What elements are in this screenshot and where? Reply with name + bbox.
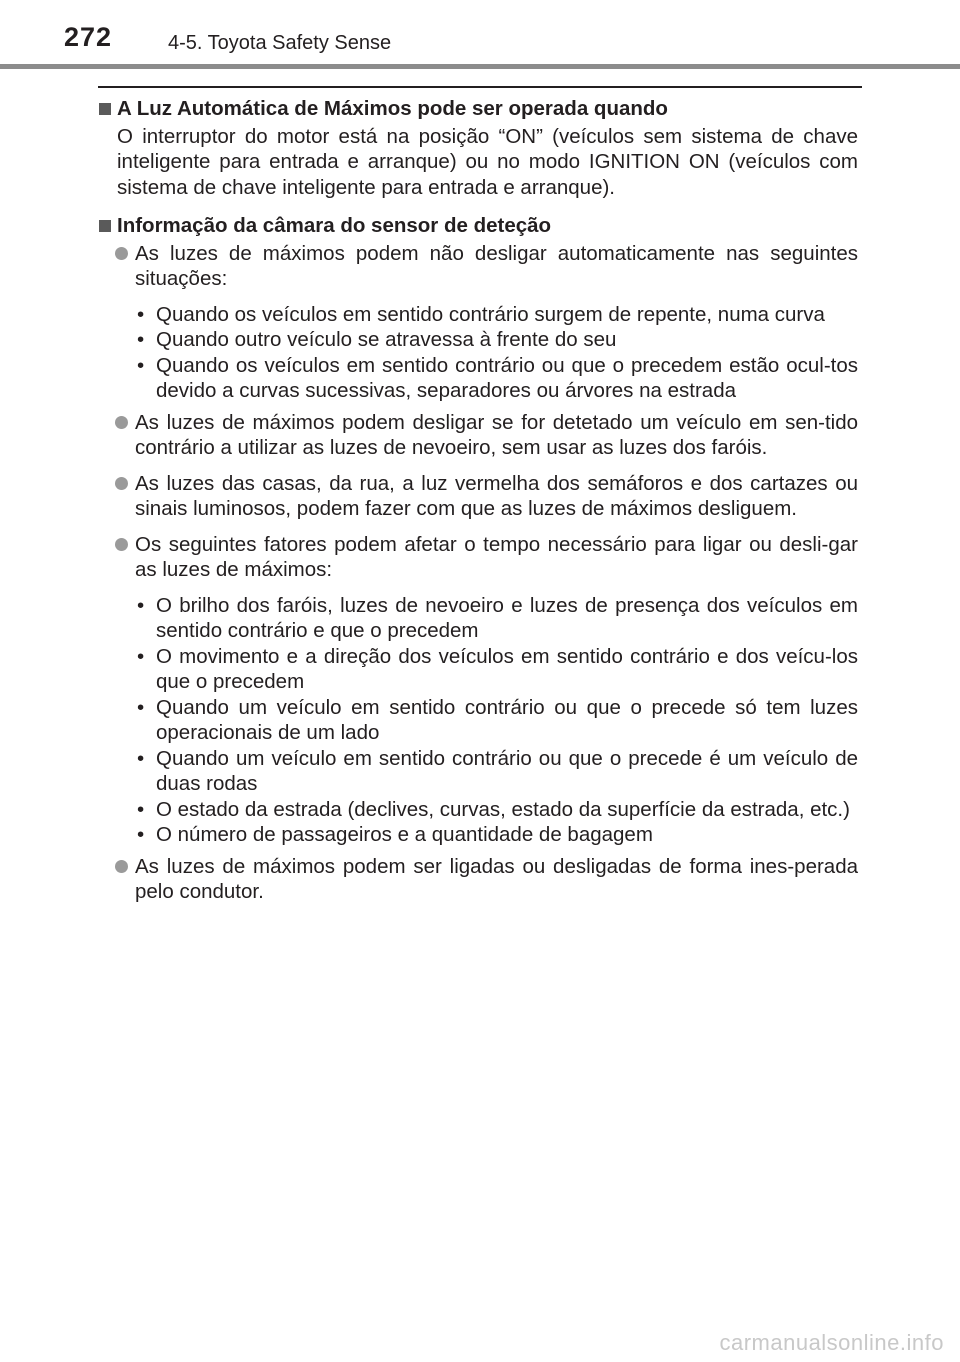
bullet-dot-icon: • (137, 823, 145, 846)
page-content (98, 92, 858, 905)
list-item-text: As luzes de máximos podem ser ligadas ou desligadas de forma ines-perada pelo condutor. (135, 854, 858, 903)
section-heading (98, 96, 858, 122)
sub-list-item (135, 644, 858, 695)
list-item (98, 532, 858, 583)
content-divider (98, 86, 862, 88)
list-item (98, 410, 858, 461)
list-item (98, 854, 858, 905)
bullet-dot-icon: • (137, 328, 145, 351)
list-item (98, 241, 858, 292)
sub-list-item-text: Quando um veículo em sentido contrário ou que o precede é um veículo de duas rodas (156, 746, 858, 795)
sub-list-item (135, 695, 858, 746)
sub-list (98, 593, 858, 848)
header-divider (0, 64, 960, 69)
sub-list-item-text: O estado da estrada (declives, curvas, estado da superfície da estrada, etc.) (156, 797, 850, 821)
sub-list-item-text: Quando os veículos em sentido contrário ou que o precedem estão ocul-tos devido a curvas sucessivas, separadores ou árvores na estrada (156, 353, 858, 402)
sub-list-item-text: Quando os veículos em sentido contrário surgem de repente, numa curva (156, 302, 825, 326)
sub-list-item-text: O movimento e a direção dos veículos em sentido contrário e dos veícu-los que o precedem (156, 644, 858, 693)
bullet-dot-icon: • (137, 797, 145, 821)
list-item-text: Os seguintes fatores podem afetar o tempo necessário para ligar ou desli-gar as luzes de máximos: (135, 532, 858, 581)
sub-list-item (135, 797, 858, 823)
bullet-dot-icon: • (137, 695, 145, 719)
circle-bullet-icon (115, 416, 128, 429)
bullet-dot-icon: • (137, 746, 145, 770)
bullet-dot-icon: • (137, 302, 145, 326)
sub-list-item (135, 353, 858, 404)
bullet-dot-icon: • (137, 644, 145, 668)
sub-list-item-text: O brilho dos faróis, luzes de nevoeiro e luzes de presença dos veículos em sentido contrário e que o precedem (156, 593, 858, 642)
sub-list-item (135, 822, 858, 848)
square-bullet-icon (99, 103, 111, 115)
list-item-text: As luzes de máximos podem desligar se for detetado um veículo em sen-tido contrário a utilizar as luzes de nevoeiro, sem usar as luzes dos faróis. (135, 410, 858, 459)
square-bullet-icon (99, 220, 111, 232)
section-heading (98, 213, 858, 239)
circle-bullet-icon (115, 860, 128, 873)
sub-list (98, 302, 858, 404)
sub-list-item (135, 302, 858, 328)
page-number: 272 (64, 22, 113, 52)
sub-list-item (135, 327, 858, 353)
sub-list-item (135, 593, 858, 644)
list-item-text: As luzes das casas, da rua, a luz vermelha dos semáforos e dos cartazes ou sinais luminosos, podem fazer com que as luzes de máximos desliguem. (135, 471, 858, 520)
section-heading-text: Informação da câmara do sensor de deteção (117, 214, 552, 237)
sub-list-item-text: Quando um veículo em sentido contrário ou que o precede só tem luzes operacionais de um lado (156, 695, 858, 744)
sub-list-item (135, 746, 858, 797)
watermark: carmanualsonline.info (719, 1330, 944, 1355)
circle-bullet-icon (115, 477, 128, 490)
circle-bullet-icon (115, 247, 128, 260)
section-title: 4-5. Toyota Safety Sense (168, 32, 392, 54)
list-item-text: As luzes de máximos podem não desligar automaticamente nas seguintes situações: (135, 241, 858, 290)
bullet-dot-icon: • (137, 593, 145, 617)
section-heading-text: A Luz Automática de Máximos pode ser operada quando (117, 97, 668, 120)
sub-list-item-text: Quando outro veículo se atravessa à frente do seu (156, 328, 617, 351)
sub-list-item-text: O número de passageiros e a quantidade de bagagem (156, 823, 653, 846)
section-paragraph: O interruptor do motor está na posição “ON” (veículos sem sistema de chave inteligente para entrada e arranque) ou no modo IGNITION ON (veículos com sistema de chave inteligente para entrada e arranque). (117, 124, 858, 199)
page-header (0, 0, 960, 70)
list-item (98, 471, 858, 522)
circle-bullet-icon (115, 538, 128, 551)
bullet-dot-icon: • (137, 353, 145, 377)
